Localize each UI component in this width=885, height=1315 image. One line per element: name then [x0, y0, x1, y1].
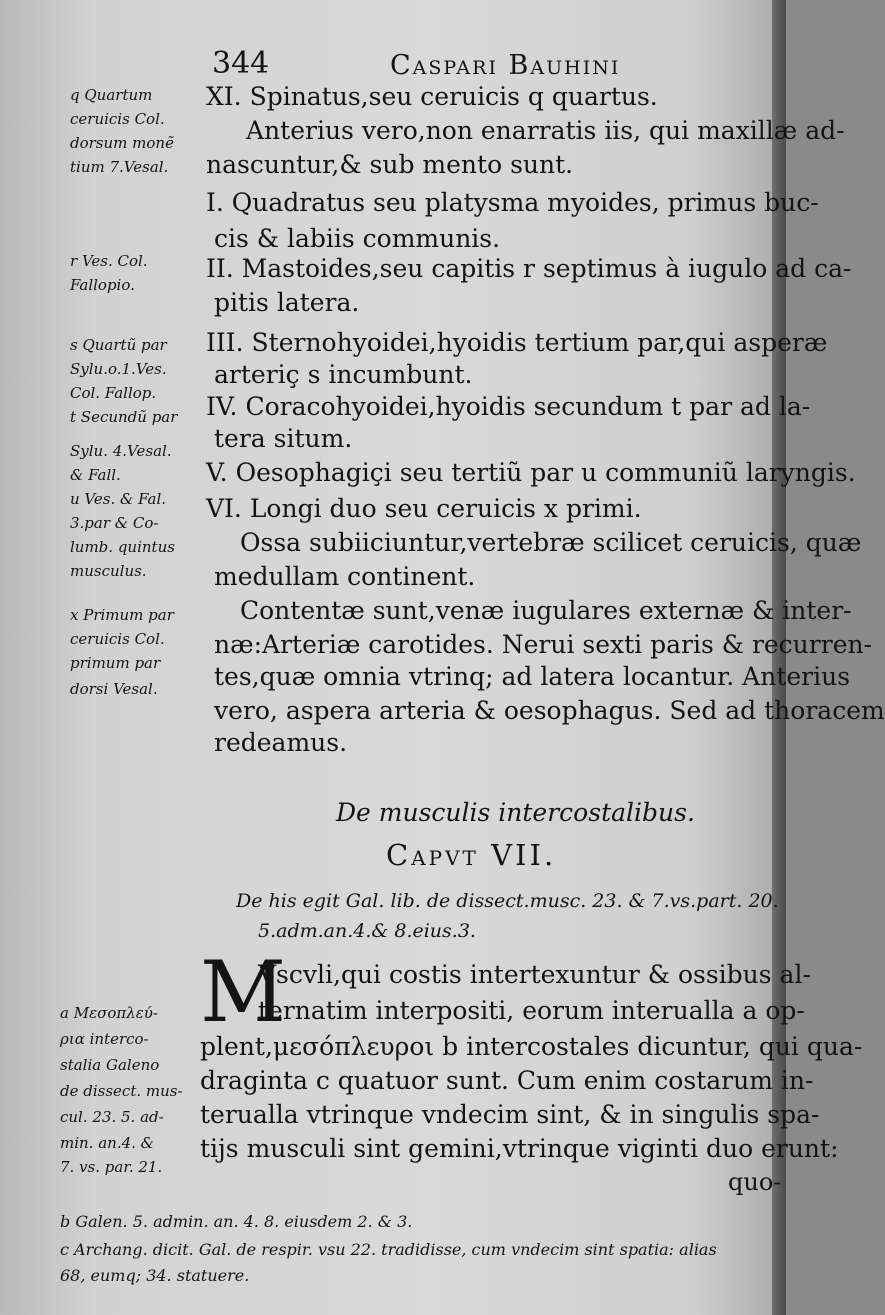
- margin-note: Fallopio.: [70, 276, 135, 294]
- text-line: ternatim interpositi, eorum interualla a op-: [258, 996, 805, 1025]
- citation-line: De his egit Gal. lib. de dissect.musc. 23. & 7.vs.part. 20.: [236, 890, 779, 912]
- margin-note: & Fall.: [70, 466, 121, 484]
- footnote: 68, eumq; 34. statuere.: [60, 1266, 250, 1285]
- text-line: nascuntur,& sub mento sunt.: [206, 150, 574, 179]
- running-title: Caspari Bauhini: [390, 50, 621, 81]
- margin-note: q Quartum: [70, 86, 153, 104]
- margin-note: ceruicis Col.: [70, 110, 165, 128]
- margin-note: s Quartũ par: [70, 336, 167, 354]
- text-line: Ossa subiiciuntur,vertebræ scilicet ceruicis, quæ: [240, 528, 862, 557]
- text-line: terualla vtrinque vndecim sint, & in singulis spa-: [200, 1100, 820, 1129]
- text-line: VI. Longi duo seu ceruicis x primi.: [206, 494, 642, 523]
- text-line: plent,μεσόπλευροι b intercostales dicuntur, qui qua-: [200, 1032, 863, 1061]
- text-line: pitis latera.: [214, 288, 360, 317]
- page-number: 344: [212, 46, 270, 81]
- text-line: næ:Arteriæ carotides. Nerui sexti paris & recurren-: [214, 630, 873, 659]
- footnote: b Galen. 5. admin. an. 4. 8. eiusdem 2. & 3.: [60, 1212, 413, 1231]
- margin-note: Sylu.o.1.Ves.: [70, 360, 167, 378]
- text-line: vero, aspera arteria & oesophagus. Sed ad thoracem: [214, 696, 885, 725]
- margin-note: primum par: [70, 654, 161, 672]
- margin-note: lumb. quintus: [70, 538, 175, 556]
- margin-note: tium 7.Vesal.: [70, 158, 169, 176]
- margin-note: t Secundũ par: [70, 408, 178, 426]
- margin-note: musculus.: [70, 562, 147, 580]
- margin-note: dorsum monẽ: [70, 134, 174, 152]
- text-line: tes,quæ omnia vtrinq; ad latera locantur. Anterius: [214, 662, 851, 691]
- margin-note: x Primum par: [70, 606, 174, 624]
- text-line: XI. Spinatus,seu ceruicis q quartus.: [206, 82, 658, 111]
- catchword: quo-: [728, 1168, 782, 1196]
- chapter-heading: De musculis intercostalibus.: [336, 798, 695, 827]
- text-line: medullam continent.: [214, 562, 476, 591]
- margin-note: 3.par & Co-: [70, 514, 159, 532]
- margin-note: r Ves. Col.: [70, 252, 148, 270]
- footnote: c Archang. dicit. Gal. de respir. vsu 22. tradidisse, cum vndecim sint spatia: alias: [60, 1240, 717, 1259]
- text-line: tijs musculi sint gemini,vtrinque viginti duo erunt:: [200, 1134, 839, 1163]
- margin-note: ceruicis Col.: [70, 630, 165, 648]
- text-line: redeamus.: [214, 728, 348, 757]
- margin-note: de dissect. mus-: [60, 1082, 183, 1100]
- margin-note: dorsi Vesal.: [70, 680, 158, 698]
- chapter-number: Capvt VII.: [386, 838, 557, 872]
- text-line: II. Mastoides,seu capitis r septimus à iugulo ad ca-: [206, 254, 852, 283]
- margin-note: u Ves. & Fal.: [70, 490, 167, 508]
- text-line: Anterius vero,non enarratis iis, qui maxillæ ad-: [246, 116, 845, 145]
- margin-note: 7. vs. par. 21.: [60, 1158, 163, 1176]
- text-line: III. Sternohyoidei,hyoidis tertium par,qui asperæ: [206, 328, 828, 357]
- text-line: tera situm.: [214, 424, 353, 453]
- margin-note: min. an.4. &: [60, 1134, 155, 1152]
- drop-cap: M: [200, 943, 287, 1041]
- text-line: Vscvli,qui costis intertexuntur & ossibus al-: [258, 960, 811, 989]
- text-line: I. Quadratus seu platysma myoides, primus buc-: [206, 188, 819, 217]
- margin-note: Col. Fallop.: [70, 384, 157, 402]
- citation-line: 5.adm.an.4.& 8.eius.3.: [258, 920, 476, 942]
- text-line: IV. Coracohyoidei,hyoidis secundum t par ad la-: [206, 392, 811, 421]
- text-line: arteriç s incumbunt.: [214, 360, 473, 389]
- text-line: draginta c quatuor sunt. Cum enim costarum in-: [200, 1066, 814, 1095]
- margin-note: a Μεσοπλεύ-: [60, 1004, 158, 1022]
- margin-note: stalia Galeno: [60, 1056, 160, 1074]
- margin-note: ρια interco-: [60, 1030, 149, 1048]
- margin-note: Sylu. 4.Vesal.: [70, 442, 172, 460]
- margin-note: cul. 23. 5. ad-: [60, 1108, 164, 1126]
- text-line: V. Oesophagiçi seu tertiũ par u communiũ laryngis.: [206, 458, 856, 487]
- text-line: Contentæ sunt,venæ iugulares externæ & inter-: [240, 596, 852, 625]
- text-line: cis & labiis communis.: [214, 224, 501, 253]
